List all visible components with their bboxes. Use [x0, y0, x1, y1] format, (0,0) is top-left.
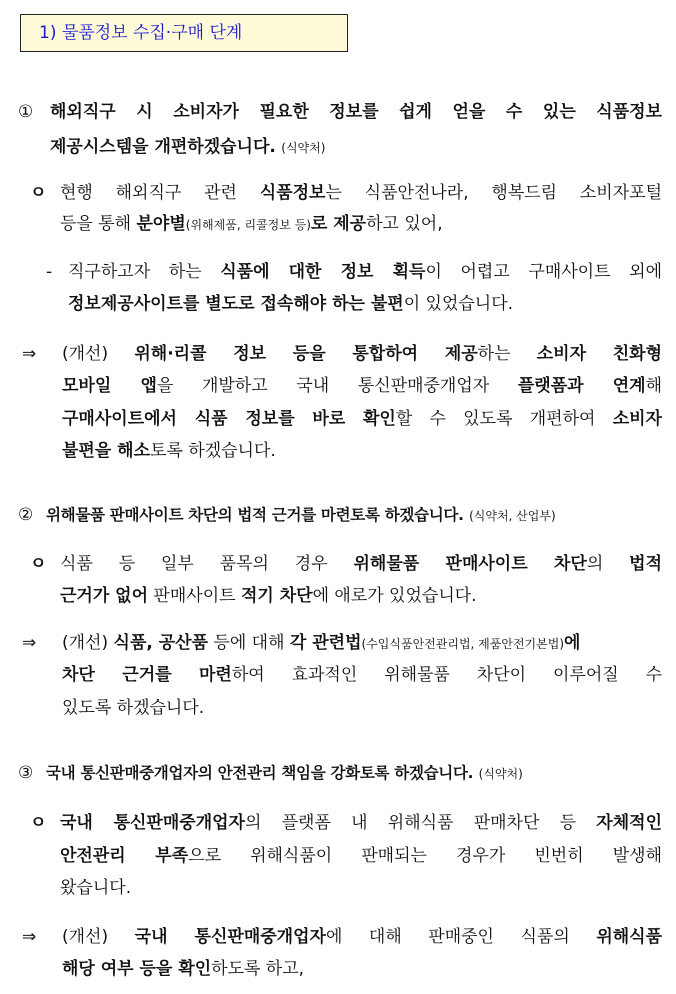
arrow-icon: ⇒ [22, 633, 37, 653]
section-title: 1) 물품정보 수집·구매 단계 [39, 23, 243, 43]
item-number-3: ③ [18, 763, 34, 783]
item-3-bullet-line2: 안전관리 부족으로 위해식품이 판매되는 경우가 빈번히 발생해 [60, 846, 662, 866]
bullet-marker: ㅇ [30, 183, 47, 203]
item-1-improve-line1: (개선) 위해·리콜 정보 등을 통합하여 제공하는 소비자 친화형 [62, 344, 663, 364]
arrow-icon: ⇒ [22, 927, 37, 947]
item-2-improve-line3: 있도록 하겠습니다. [62, 698, 205, 718]
item-1-bullet-line2: 등을 통해 분야별(위해제품, 리콜정보 등)로 제공하고 있어, [60, 214, 443, 234]
agency-tag: (식약처, 산업부) [469, 509, 556, 523]
item-3-improve-line1: (개선) 국내 통신판매중개업자에 대해 판매중인 식품의 위해식품 [62, 927, 663, 947]
item-1-bullet-line1: 현행 해외직구 관련 식품정보는 식품안전나라, 행복드림 소비자포털 [60, 183, 662, 203]
item-1-heading-line1: 해외직구 시 소비자가 필요한 정보를 쉽게 얻을 수 있는 식품정보 [50, 102, 662, 122]
item-2-improve-line2: 차단 근거를 마련하여 효과적인 위해물품 차단이 이루어질 수 [62, 665, 662, 685]
bullet-marker: ㅇ [30, 813, 47, 833]
item-2-heading: 위해물품 판매사이트 차단의 법적 근거를 마련토록 하겠습니다. (식약처, 산업부) [46, 506, 556, 524]
item-1-improve-line2: 모바일 앱을 개발하고 국내 통신판매중개업자 플랫폼과 연계해 [62, 376, 663, 396]
agency-tag: (식약처) [281, 141, 326, 155]
item-1-improve-line3: 구매사이트에서 식품 정보를 바로 확인할 수 있도록 개편하여 소비자 [62, 409, 662, 429]
item-number-2: ② [18, 505, 34, 525]
bullet-marker: ㅇ [30, 554, 47, 574]
item-1-heading-line2: 제공시스템을 개편하겠습니다. (식약처) [50, 137, 326, 157]
dash-marker: - [46, 262, 53, 282]
arrow-icon: ⇒ [22, 344, 37, 364]
item-3-heading: 국내 통신판매중개업자의 안전관리 책임을 강화토록 하겠습니다. (식약처) [46, 764, 523, 782]
item-2-bullet-line2: 근거가 없어 판매사이트 적기 차단에 애로가 있었습니다. [60, 586, 477, 606]
agency-tag: (식약처) [478, 767, 523, 781]
item-1-improve-line4: 불편을 해소토록 하겠습니다. [62, 441, 276, 461]
item-2-bullet-line1: 식품 등 일부 품목의 경우 위해물품 판매사이트 차단의 법적 [60, 554, 662, 574]
item-2-improve-line1: (개선) 식품, 공산품 등에 대해 각 관련법(수입식품안전관리법, 제품안전기본법)에 [62, 633, 581, 653]
item-3-bullet-line3: 왔습니다. [60, 878, 132, 898]
item-3-bullet-line1: 국내 통신판매중개업자의 플랫폼 내 위해식품 판매차단 등 자체적인 [60, 813, 662, 833]
item-number-1: ① [18, 102, 34, 122]
item-1-dash-line2: 정보제공사이트를 별도로 접속해야 하는 불편이 있었습니다. [68, 294, 514, 314]
section-title-box [20, 14, 348, 52]
item-1-dash-line1: 직구하고자 하는 식품에 대한 정보 획득이 어렵고 구매사이트 외에 [68, 262, 662, 282]
item-3-improve-line2: 해당 여부 등을 확인하도록 하고, [62, 959, 305, 979]
